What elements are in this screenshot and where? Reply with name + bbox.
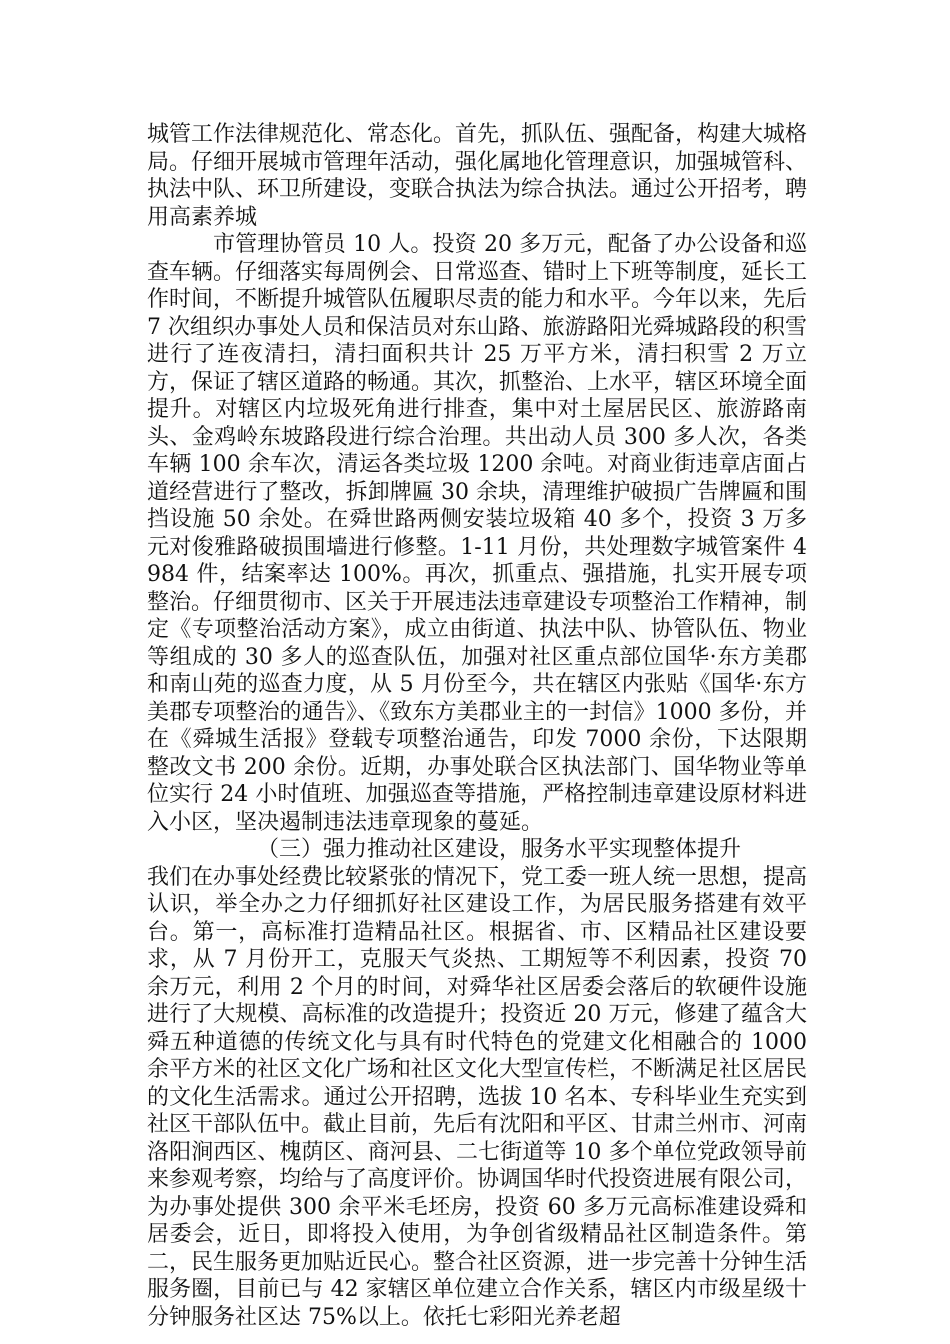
section-heading-3: （三）强力推动社区建设，服务水平实现整体提升 <box>257 837 742 862</box>
document-body <box>147 121 807 1331</box>
paragraph-2: 市管理协管员 10 人。投资 20 多万元，配备了办公设备和巡查车辆。仔细落实每周例会、日常巡查、错时上下班等制度，延长工作时间，不断提升城管队伍履职尽责的能力和水平。今年以来，先后 7 次组织办事处人员和保洁员对东山路、旅游路阳光舜城路段的积雪进行了连夜清扫，清扫面积共计 25 万平方米，清扫积雪 2 万立方，保证了辖区道路的畅通。其次，抓整治、上水平，辖区环境全面提升。对辖区内垃圾死角进行排查，集中对土屋居民区、旅游路南头、金鸡岭东坡路段进行综合治理。共出动人员 300 多人次，各类车辆 100 余车次，清运各类垃圾 1200 余吨。对商业街违章店面占道经营进行了整改，拆卸牌匾 30 余块，清理维护破损广告牌匾和围挡设施 50 余处。在舜世路两侧安装垃圾箱 40 多个，投资 3 万多元对俊雅路破损围墙进行修整。1-11 月份，共处理数字城管案件 4984 件，结案率达 100%。再次，抓重点、强措施，扎实开展专项整治。仔细贯彻市、区关于开展违法违章建设专项整治工作精神，制定《专项整治活动方案》，成立由街道、执法中队、协管队伍、物业等组成的 30 多人的巡查队伍，加强对社区重点部位国华·东方美郡和南山苑的巡查力度，从 5 月份至今，共在辖区内张贴《国华·东方美郡专项整治的通告》、《致东方美郡业主的一封信》1000 多份，并在《舜城生活报》登载专项整治通告，印发 7000 余份，下达限期整改文书 200 余份。近期，办事处联合区执法部门、国华物业等单位实行 24 小时值班、加强巡查等措施，严格控制违章建设原材料进入小区，坚决遏制违法违章现象的蔓延。 <box>147 232 808 835</box>
paragraph-1: 城管工作法律规范化、常态化。首先，抓队伍、强配备，构建大城格局。仔细开展城市管理年活动，强化属地化管理意识，加强城管科、执法中队、环卫所建设，变联合执法为综合执法。通过公开招考，聘用高素养城 <box>147 122 808 230</box>
paragraph-3: 我们在办事处经费比较紧张的情况下，党工委一班人统一思想，提高认识，举全办之力仔细抓好社区建设工作，为居民服务搭建有效平台。第一，高标准打造精品社区。根据省、市、区精品社区建设要求，从 7 月份开工，克服天气炎热、工期短等不利因素，投资 70 余万元，利用 2 个月的时间，对舜华社区居委会落后的软硬件设施进行了大规模、高标准的改造提升；投资近 20 万元，修建了蕴含大舜五种道德的传统文化与具有时代特色的党建文化相融合的 1000 余平方米的社区文化广场和社区文化大型宣传栏，不断满足社区居民的文化生活需求。通过公开招聘，选拔 10 名本、专科毕业生充实到社区干部队伍中。截止目前，先后有沈阳和平区、甘肃兰州市、河南洛阳涧西区、槐荫区、商河县、二七街道等 10 多个单位党政领导前来参观考察，均给与了高度评价。协调国华时代投资进展有限公司，为办事处提供 300 余平米毛坯房，投资 60 多万元高标准建设舜和居委会，近日，即将投入使用，为争创省级精品社区制造条件。第二，民生服务更加贴近民心。整合社区资源，进一步完善十分钟生活服务圈，目前已与 42 家辖区单位建立合作关系，辖区内市级星级十分钟服务社区达 75%以上。依托七彩阳光养老超 <box>147 864 808 1330</box>
